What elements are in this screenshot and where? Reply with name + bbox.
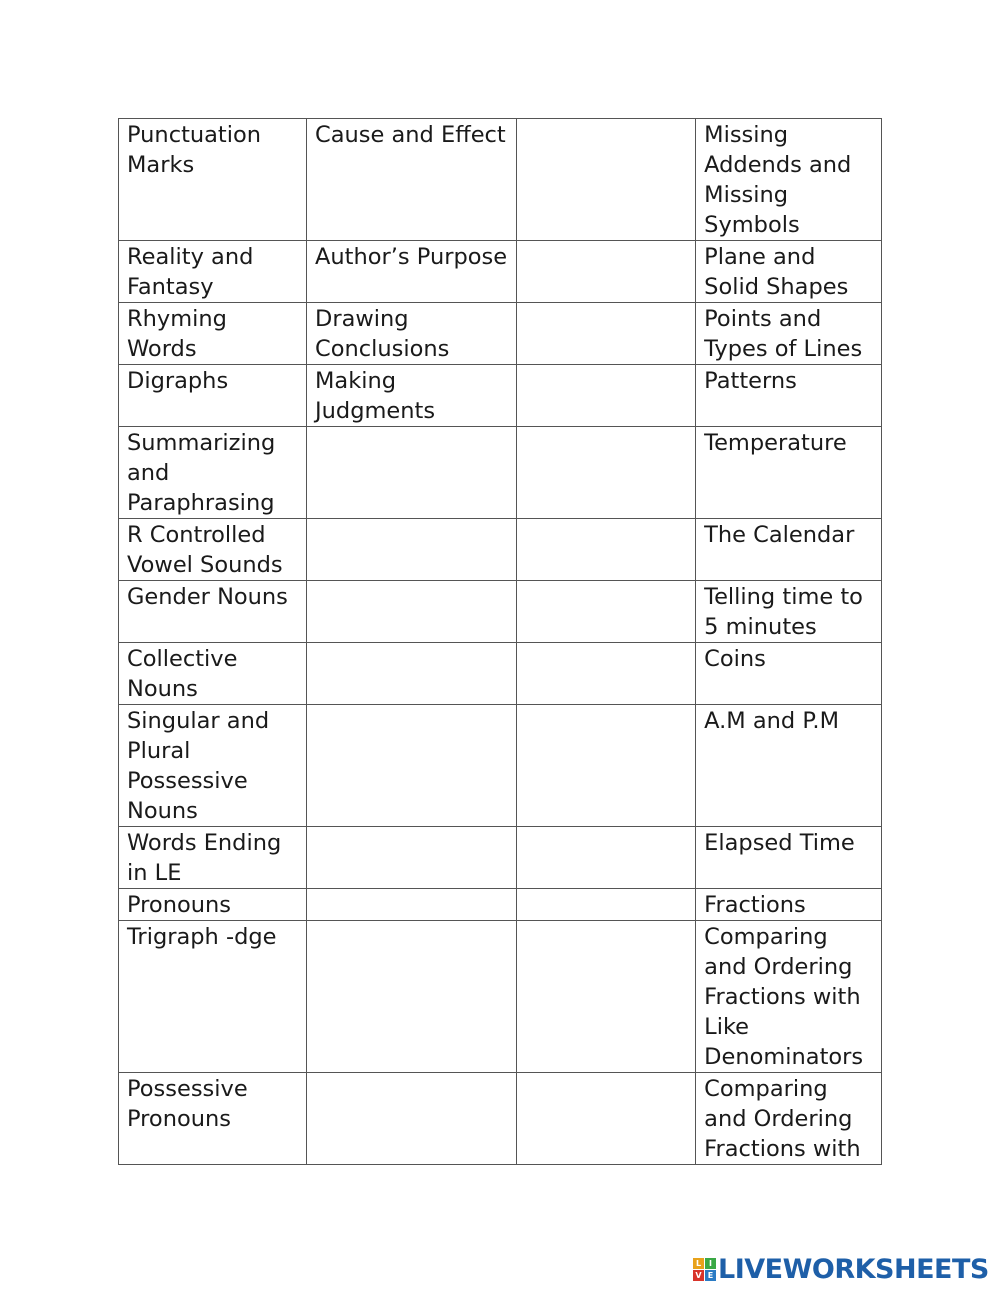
table-row bbox=[119, 1073, 882, 1165]
table-row bbox=[119, 889, 882, 921]
liveworksheets-logo bbox=[693, 1254, 989, 1284]
table-cell: R Controlled Vowel Sounds bbox=[119, 519, 307, 581]
table-cell: Points and Types of Lines bbox=[696, 303, 882, 365]
table-cell bbox=[516, 303, 695, 365]
table-cell: Reality and Fantasy bbox=[119, 241, 307, 303]
table-cell: Trigraph -dge bbox=[119, 921, 307, 1073]
table-row bbox=[119, 643, 882, 705]
table-cell bbox=[307, 519, 517, 581]
liveworksheets-logo-text: LIVEWORKSHEETS bbox=[718, 1253, 989, 1285]
topics-table bbox=[118, 118, 882, 1165]
table-cell bbox=[516, 889, 695, 921]
table-cell: Author’s Purpose bbox=[307, 241, 517, 303]
table-cell: Pronouns bbox=[119, 889, 307, 921]
table-row bbox=[119, 581, 882, 643]
logo-mark-letter: I bbox=[705, 1258, 716, 1269]
table-cell bbox=[516, 241, 695, 303]
table-cell bbox=[516, 581, 695, 643]
table-cell: Comparing and Ordering Fractions with bbox=[696, 1073, 882, 1165]
table-row bbox=[119, 519, 882, 581]
table-row bbox=[119, 827, 882, 889]
table-cell bbox=[516, 119, 695, 241]
table-cell: Punctuation Marks bbox=[119, 119, 307, 241]
table-cell: The Calendar bbox=[696, 519, 882, 581]
table-row bbox=[119, 241, 882, 303]
liveworksheets-logo-icon bbox=[693, 1258, 716, 1281]
table-row bbox=[119, 303, 882, 365]
table-cell bbox=[307, 827, 517, 889]
table-cell: Elapsed Time bbox=[696, 827, 882, 889]
table-cell: Words Ending in LE bbox=[119, 827, 307, 889]
table-cell bbox=[516, 365, 695, 427]
table-cell bbox=[307, 705, 517, 827]
table-cell bbox=[516, 705, 695, 827]
table-cell bbox=[516, 827, 695, 889]
table-cell: Collective Nouns bbox=[119, 643, 307, 705]
table-cell: Summarizing and Paraphrasing bbox=[119, 427, 307, 519]
table-cell bbox=[516, 643, 695, 705]
table-cell: Rhyming Words bbox=[119, 303, 307, 365]
topics-table-body bbox=[119, 119, 882, 1165]
table-cell bbox=[516, 921, 695, 1073]
table-cell: Fractions bbox=[696, 889, 882, 921]
table-cell: Drawing Conclusions bbox=[307, 303, 517, 365]
table-cell: Cause and Effect bbox=[307, 119, 517, 241]
table-cell bbox=[307, 1073, 517, 1165]
logo-mark-letter: L bbox=[693, 1258, 704, 1269]
logo-mark-letter: E bbox=[705, 1270, 716, 1281]
table-cell bbox=[516, 519, 695, 581]
table-cell bbox=[516, 427, 695, 519]
table-cell: Temperature bbox=[696, 427, 882, 519]
table-row bbox=[119, 365, 882, 427]
table-row bbox=[119, 427, 882, 519]
table-cell bbox=[307, 581, 517, 643]
table-cell: Singular and Plural Possessive Nouns bbox=[119, 705, 307, 827]
table-cell: Digraphs bbox=[119, 365, 307, 427]
table-row bbox=[119, 921, 882, 1073]
table-row bbox=[119, 705, 882, 827]
table-cell: Possessive Pronouns bbox=[119, 1073, 307, 1165]
logo-mark-letter: V bbox=[693, 1270, 704, 1281]
table-cell: Gender Nouns bbox=[119, 581, 307, 643]
table-cell: Patterns bbox=[696, 365, 882, 427]
table-cell: Coins bbox=[696, 643, 882, 705]
table-cell bbox=[516, 1073, 695, 1165]
table-cell bbox=[307, 889, 517, 921]
table-row bbox=[119, 119, 882, 241]
table-cell: Missing Addends and Missing Symbols bbox=[696, 119, 882, 241]
table-cell bbox=[307, 643, 517, 705]
table-cell: A.M and P.M bbox=[696, 705, 882, 827]
table-cell: Making Judgments bbox=[307, 365, 517, 427]
table-cell: Comparing and Ordering Fractions with Like Denominators bbox=[696, 921, 882, 1073]
table-cell: Plane and Solid Shapes bbox=[696, 241, 882, 303]
table-cell bbox=[307, 427, 517, 519]
table-cell: Telling time to 5 minutes bbox=[696, 581, 882, 643]
table-cell bbox=[307, 921, 517, 1073]
